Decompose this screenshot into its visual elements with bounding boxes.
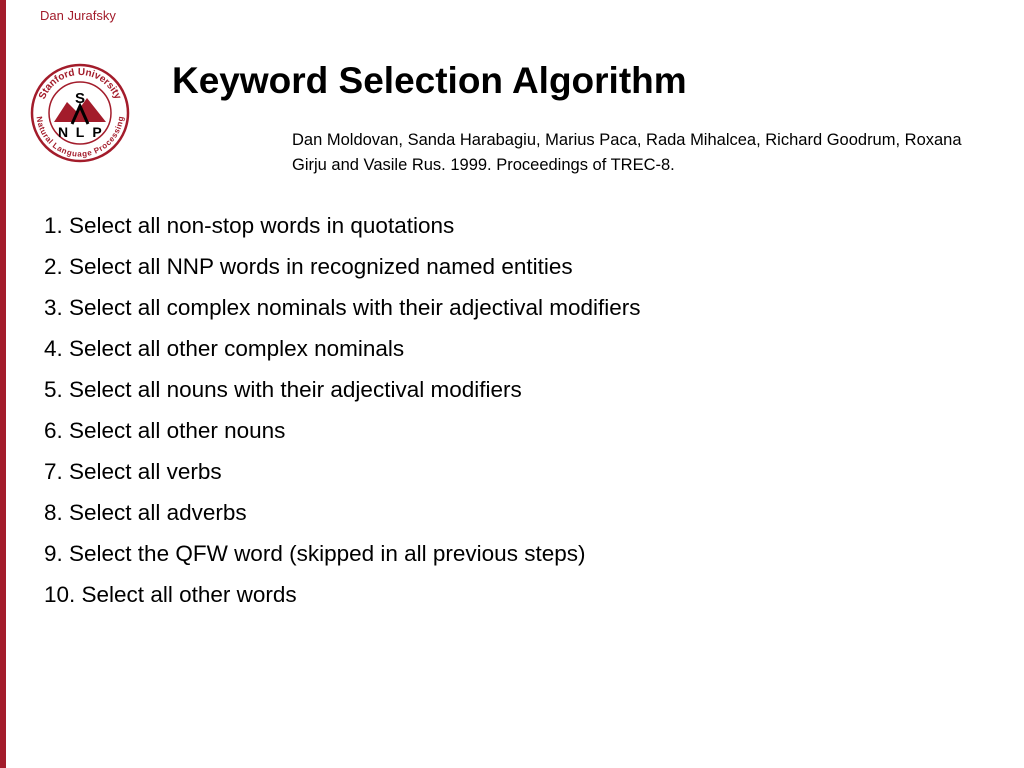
logo-letter-l: L (75, 124, 85, 140)
list-item: 9. Select the QFW word (skipped in all previous steps) (44, 541, 586, 566)
list-item: 4. Select all other complex nominals (44, 336, 405, 361)
stanford-nlp-logo (30, 46, 130, 180)
list-item: 2. Select all NNP words in recognized named entities (44, 254, 573, 279)
list-item: 3. Select all complex nominals with their adjectival modifiers (44, 295, 641, 320)
list-item: 1. Select all non-stop words in quotations (44, 213, 455, 238)
logo-letter-p: P (92, 124, 102, 140)
list-item: 6. Select all other nouns (44, 418, 286, 443)
list-item: 8. Select all adverbs (44, 500, 247, 525)
list-item: 5. Select all nouns with their adjectival modifiers (44, 377, 522, 402)
citation-text: Dan Moldovan, Sanda Harabagiu, Marius Paca, Rada Mihalcea, Richard Goodrum, Roxana Girju and Vasile Rus. 1999. Proceedings of TREC-8. (292, 131, 962, 174)
algorithm-steps-list (44, 205, 641, 615)
logo-letter-n: N (57, 124, 69, 140)
slide-title: Keyword Selection Algorithm (172, 60, 687, 101)
logo-bottom-text: Natural Language Processing (34, 115, 126, 159)
author-label: Dan Jurafsky (40, 8, 116, 23)
slide-left-accent-bar (0, 0, 6, 768)
logo-top-text: Stanford University (36, 66, 124, 102)
logo-letter-s: S (74, 90, 86, 107)
list-item: 10. Select all other words (44, 582, 297, 607)
list-item: 7. Select all verbs (44, 459, 222, 484)
